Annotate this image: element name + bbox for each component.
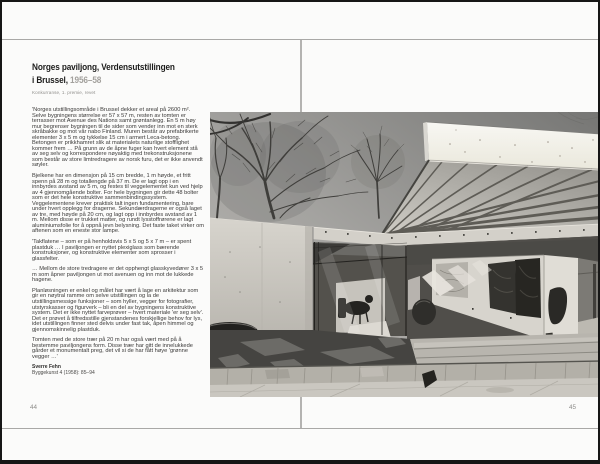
article-title-line2 xyxy=(32,75,221,88)
article-title-place: i Brussel, xyxy=(32,74,68,86)
page-number-right: 45 xyxy=(568,404,576,411)
article-credit xyxy=(32,365,204,377)
body-paragraph: … Mellom de store tredragere er det opphengt glasskyvedører 3 x 5 m som åpner paviljongen ut mot avenuen og inn mot de lukkede hagene. xyxy=(32,266,204,284)
article-title xyxy=(32,62,221,87)
body-paragraph: Tomten med de store trær på 20 m har også vært med på å bestemme paviljongens form. Disse trær har gitt de innelukkede gårder et monumentalt preg, det vil si de har fått høye 'grønne vegger …' xyxy=(32,337,193,360)
article-body xyxy=(32,108,204,377)
article-title-line1: Norges paviljong, Verdensutstillingen xyxy=(32,62,175,73)
article-subtitle: Konkurranse, 1. premie, revet xyxy=(32,90,96,95)
body-paragraph: 'Takflatene – som er på henholdsvis 5 x 5 og 5 x 7 m – er spent plastduk … I paviljongen er nyttet plexiglass som bærende konstruksjoner, og konstruktive elementer som sprosser i glassfelter. xyxy=(32,239,192,262)
article-title-years: 1956–58 xyxy=(70,74,102,86)
page-bottom-edge-rule xyxy=(2,428,598,429)
body-paragraph: 'Norges utstillingsområde i Brussel dekker et areal på 2600 m². Selve bygningens størrelse er 57 x 57 m, resten av tomten er terrasser mot Avenue des Nations samt grøntanlegg. En 5 m høy mur begrenser bygningen til de sider som vender inn mot en sterk skråbakke og mot vår nabo Finland. Muren består av prefabrikerte elementer 3 x 5 m og tykkelse 15 cm i armert Leca-betong. Betongen er prikkhamret slik at materialets naturlige stofflighet kommer frem … På grunn av de åpne fuger kan hvert element stå av seg selv og korrespondere nøyaktig med trekonstruksjonene som består av store limtredragere av norsk furu, det er ikke anvendt søyler. xyxy=(32,107,203,169)
pavilion-photo xyxy=(210,112,600,397)
credit-source: Byggekunst 4 (1958): 85–94 xyxy=(32,370,95,377)
body-paragraph: Bjelkene har en dimensjon på 15 cm bredde, 1 m høyde, et fritt spenn på 28 m og totallengde på 37 m. De er lagt opp i en innbyrdes avstand av 5 m, og festes til veggelementet kun ved hjelp av 4 gjennomgående bolter. For hele bygningen gir dette 48 bolter som er det hele konstruktive sammenbindingssystem. Veggelementene krever praktisk talt ingen fundamentering, bare under hvert opplegg for dragerne. Sekundærdragerne er også laget av tre, med høyde på 20 cm, og lagt opp i innbyrdes avstand av 1 m. Mellom disse er trukket matter, og rundt lysstoffrørene er lagt aluminiumsfolie for å oppnå jevn belysning. Det faste taket virker om aftenen som en eneste stor lampe. xyxy=(32,173,204,235)
credit-architect: Sverre Fehn xyxy=(32,364,61,371)
photo-passage xyxy=(407,236,600,345)
photo-concrete-wall xyxy=(210,218,313,330)
photo-glass-doors xyxy=(313,242,407,338)
page-number-left: 44 xyxy=(30,404,38,411)
body-paragraph: Planløsningen er enkel og målet har vært å lage en arkitektur som gir en nøytral ramme om selve utstillingen og la de utstillingsmessige funksjoner – som hyller, vegger for fotografier, utstyrskasser og figurverk – bli en del av bygningens konstruktive system. Det er ikke nyttet farveprøver – hvert materiale 'er seg selv'. Det er prøvet å tilfredsstille gjenstandenes forskjellige behov for lys, idet utstillingen finner sted delvis under fast tak, åpen himmel og gjennomskinnelig plastduk. xyxy=(32,287,204,333)
